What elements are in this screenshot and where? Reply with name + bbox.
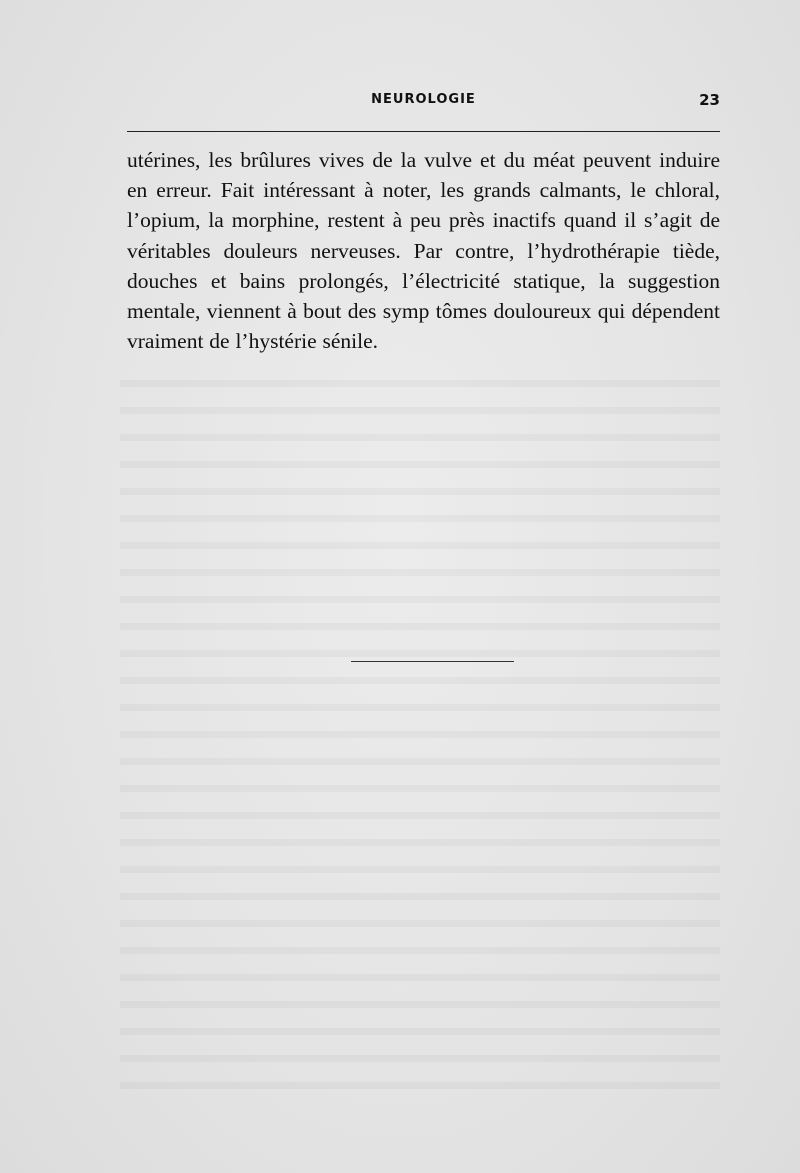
body-paragraph: utérines, les brûlures vives de la vulve et du méat peuvent induire en erreur. Fait intéressant à noter, les grands calmants, le chloral, l’opium, la morphine, restent à peu près inactifs quand il s’agit de véritables douleurs nerveuses. Par contre, l’hydrothérapie tiède, douches et bains prolongés, l’électricité statique, la suggestion mentale, viennent à bout des symp tômes douloureux qui dépendent vraiment de l’hystérie sénile. bbox=[127, 148, 720, 354]
page-number: 23 bbox=[699, 91, 720, 109]
header-rule bbox=[127, 131, 720, 132]
running-title: NEUROLOGIE bbox=[371, 92, 476, 107]
section-end-rule bbox=[351, 661, 514, 662]
running-head bbox=[127, 92, 720, 116]
bleed-through-texture bbox=[120, 360, 720, 1090]
